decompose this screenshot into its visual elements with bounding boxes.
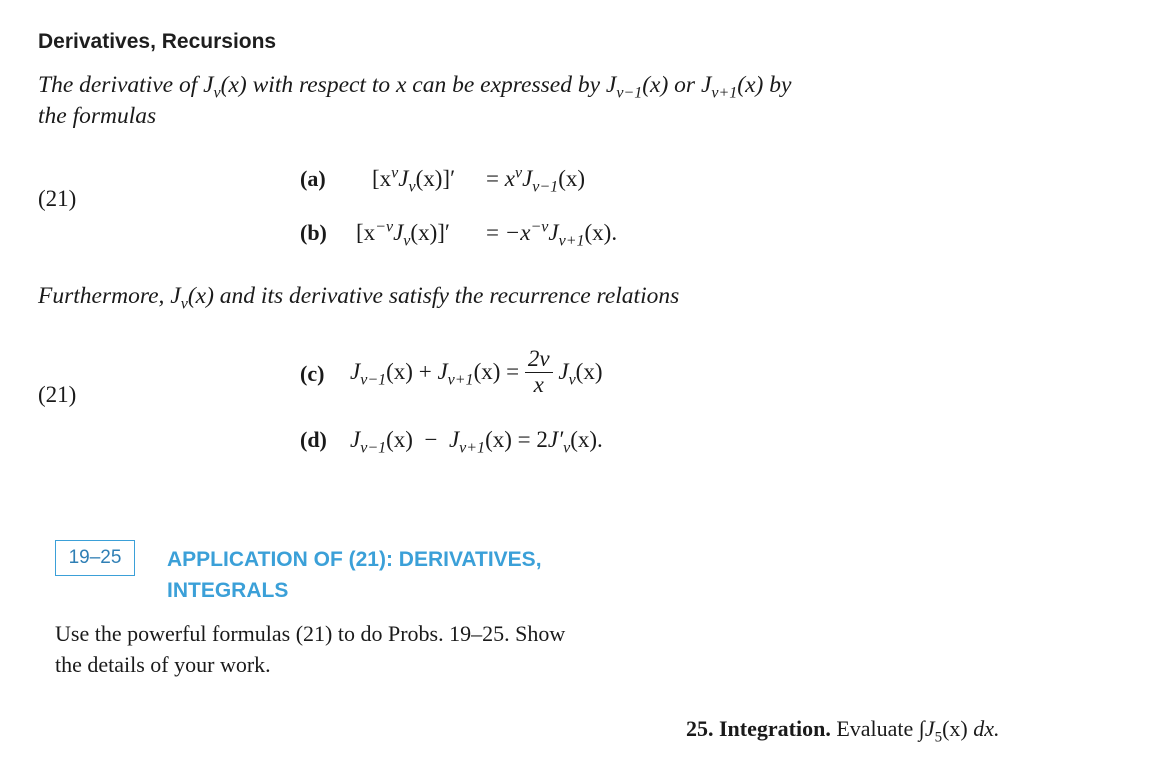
section-heading: Derivatives, Recursions: [38, 30, 277, 53]
equation-a-rhs: = $x^\nu J_{\nu-1}(x)$: [486, 164, 586, 196]
furthermore-paragraph: Furthermore, $J_\nu(x)$ and its derivative satisfy the recurrence relations: [38, 283, 680, 313]
equation-c-body: $J_{\nu-1}(x) + J_{\nu+1}(x)$ = $\frac{2\nu}{x}$ $J_\nu(x)$: [350, 346, 603, 397]
problem-set-instructions: Use the powerful formulas (21) to do Probs. 19–25. Show the details of your work.: [55, 621, 566, 677]
equation-a-lhs: $[x^\nu J_\nu(x)]'$: [372, 164, 456, 196]
equation-d-body: $J_{\nu-1}(x) - J_{\nu+1}(x) = 2J'_\nu(x)$.: [350, 427, 603, 457]
problem-range-box: 19–25: [55, 540, 135, 576]
equation-label: (c): [300, 361, 325, 386]
equation-b-lhs: $[x^{-\nu}J_\nu(x)]'$: [356, 218, 450, 250]
equation-label: (a): [300, 166, 326, 191]
problem-set-title: APPLICATION OF (21): DERIVATIVES, INTEGRALS: [167, 548, 542, 602]
equation-number: (21): [38, 382, 77, 407]
equation-number: (21): [38, 186, 77, 211]
intro-paragraph-line-2: the formulas: [38, 103, 157, 129]
equation-label: (b): [300, 220, 327, 245]
equation-d: [300, 427, 327, 453]
intro-paragraph-line-1: The derivative of $J_\nu(x)$ with respect to x can be expressed by $J_{\nu-1}(x)$ or $J_{\nu+1}(x)$ by: [38, 72, 792, 102]
equation-b-rhs: = $-x^{-\nu}J_{\nu+1}(x)$.: [486, 218, 618, 250]
equation-label: (d): [300, 427, 327, 452]
equation-c: [300, 361, 324, 387]
equation-a: [300, 166, 326, 192]
equation-b: [300, 220, 327, 246]
fraction: $\frac{2\nu}{x}$: [525, 346, 553, 397]
problem-25: 25. Integration. Evaluate $\int J_5(x)$ dx.: [686, 716, 1000, 746]
